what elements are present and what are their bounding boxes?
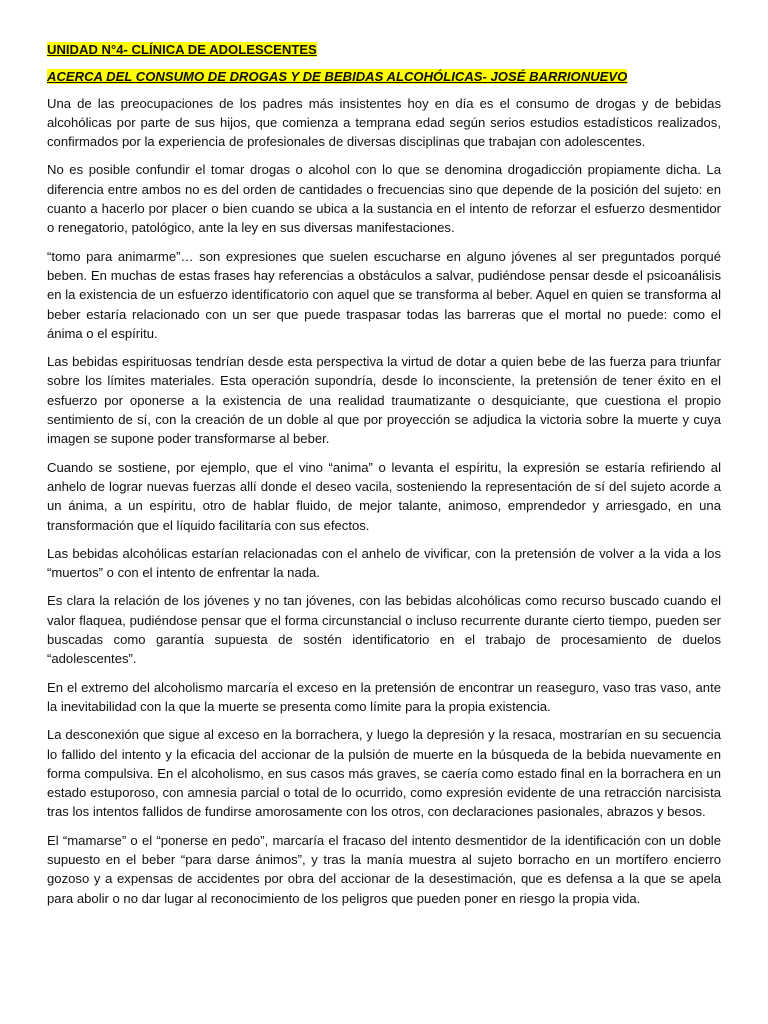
paragraph-5: Cuando se sostiene, por ejemplo, que el vino “anima” o levanta el espíritu, la expresión se estaría refiriendo al anhelo de lograr nuevas fuerzas allí donde el deseo vacila, sosteniendo la representación de sí del sujeto acorde a un ánima, a un espíritu, otro de hablar fluido, de mejor talante, animoso, emprendedor y arriesgado, en una transformación que el líquido facilitaría con sus efectos. bbox=[47, 459, 721, 533]
paragraph-1: Una de las preocupaciones de los padres más insistentes hoy en día es el consumo de drogas y de bebidas alcohólicas por parte de sus hijos, que comienza a temprana edad según serios estudios estadísticos realizados, confirmados por la experiencia de profesionales de diversas disciplinas que trabajan con adolescentes. bbox=[47, 95, 721, 150]
document-page bbox=[47, 40, 721, 917]
paragraph-4: Las bebidas espirituosas tendrían desde esta perspectiva la virtud de dotar a quien bebe de las fuerza para triunfar sobre los límites materiales. Esta operación supondría, desde lo inconsciente, la pretensión de tener éxito en el esfuerzo por oponerse a la existencia de una realidad traumatizante o desquiciante, que cuestiona el propio sentimiento de sí, con la creación de un doble al que por proyección se adjudica la victoria sobre la muerte y cuya imagen se supone poder transformarse al beber. bbox=[47, 354, 721, 447]
document-subtitle-text: ACERCA DEL CONSUMO DE DROGAS Y DE BEBIDAS ALCOHÓLICAS- JOSÉ BARRIONUEVO bbox=[47, 69, 628, 85]
paragraph-8: En el extremo del alcoholismo marcaría el exceso en la pretensión de encontrar un reaseguro, vaso tras vaso, ante la inevitabilidad con la que la muerte se presenta como límite para la propia existencia. bbox=[47, 679, 721, 714]
paragraph-3: “tomo para animarme”… son expresiones que suelen escucharse en alguno jóvenes al ser preguntados porqué beben. En muchas de estas frases hay referencias a obstáculos a salvar, pudiéndose pensar desde el psicoanálisis en la existencia de un esfuerzo identificatorio con aquel que se transforma al beber. Aquel en quien se transforma al beber estaría relacionado con un ser que puede traspasar todas las barreras que el mortal no puede: como el ánima o el espíritu. bbox=[47, 248, 721, 341]
document-title-text: UNIDAD N°4- CLÍNICA DE ADOLESCENTES bbox=[47, 42, 317, 57]
document-title bbox=[47, 40, 721, 59]
paragraph-7: Es clara la relación de los jóvenes y no tan jóvenes, con las bebidas alcohólicas como recurso buscado cuando el valor flaquea, pudiéndose pensar que el forma circunstancial o incluso recurrente durante cierto tiempo, pueden ser buscadas como garantía supuesta de sostén identificatorio en el trabajo de procesamiento de duelos “adolescentes”. bbox=[47, 593, 721, 667]
document-subtitle bbox=[47, 67, 721, 86]
paragraph-2: No es posible confundir el tomar drogas o alcohol con lo que se denomina drogadicción propiamente dicha. La diferencia entre ambos no es del orden de cantidades o frecuencias sino que depende de la posición del sujeto: en cuanto a hacerlo por placer o bien cuando se ubica a la sustancia en el intento de reforzar el esfuerzo desmentidor o renegatorio, patológico, ante la ley en sus diversas manifestaciones. bbox=[47, 162, 721, 236]
paragraph-6: Las bebidas alcohólicas estarían relacionadas con el anhelo de vivificar, con la pretensión de volver a la vida a los “muertos” o con el intento de enfrentar la nada. bbox=[47, 545, 721, 581]
paragraph-9: La desconexión que sigue al exceso en la borrachera, y luego la depresión y la resaca, mostrarían en su secuencia lo fallido del intento y la eficacia del accionar de la pulsión de muerte en la búsqueda de la bebida nuevamente en forma compulsiva. En el alcoholismo, en sus casos más graves, se caería como estado final en la borrachera en un estado estuporoso, con amnesia parcial o total de lo ocurrido, como expresión evidente de una retracción narcisista tras los intentos fallidos de fundirse amorosamente con los otros, con declaraciones pasionales, abrazos y besos. bbox=[47, 727, 721, 820]
paragraph-10: El “mamarse” o el “ponerse en pedo”, marcaría el fracaso del intento desmentidor de la identificación con un doble supuesto en el beber “para darse ánimos”, y tras la manía muestra al sujeto borracho en un mortífero encierro gozoso y a expensas de accidentes por obra del accionar de la desestimación, que es defensa a la que se apela para abolir o no dar lugar al reconocimiento de los peligros que pueden poner en riesgo la propia vida. bbox=[47, 832, 721, 906]
